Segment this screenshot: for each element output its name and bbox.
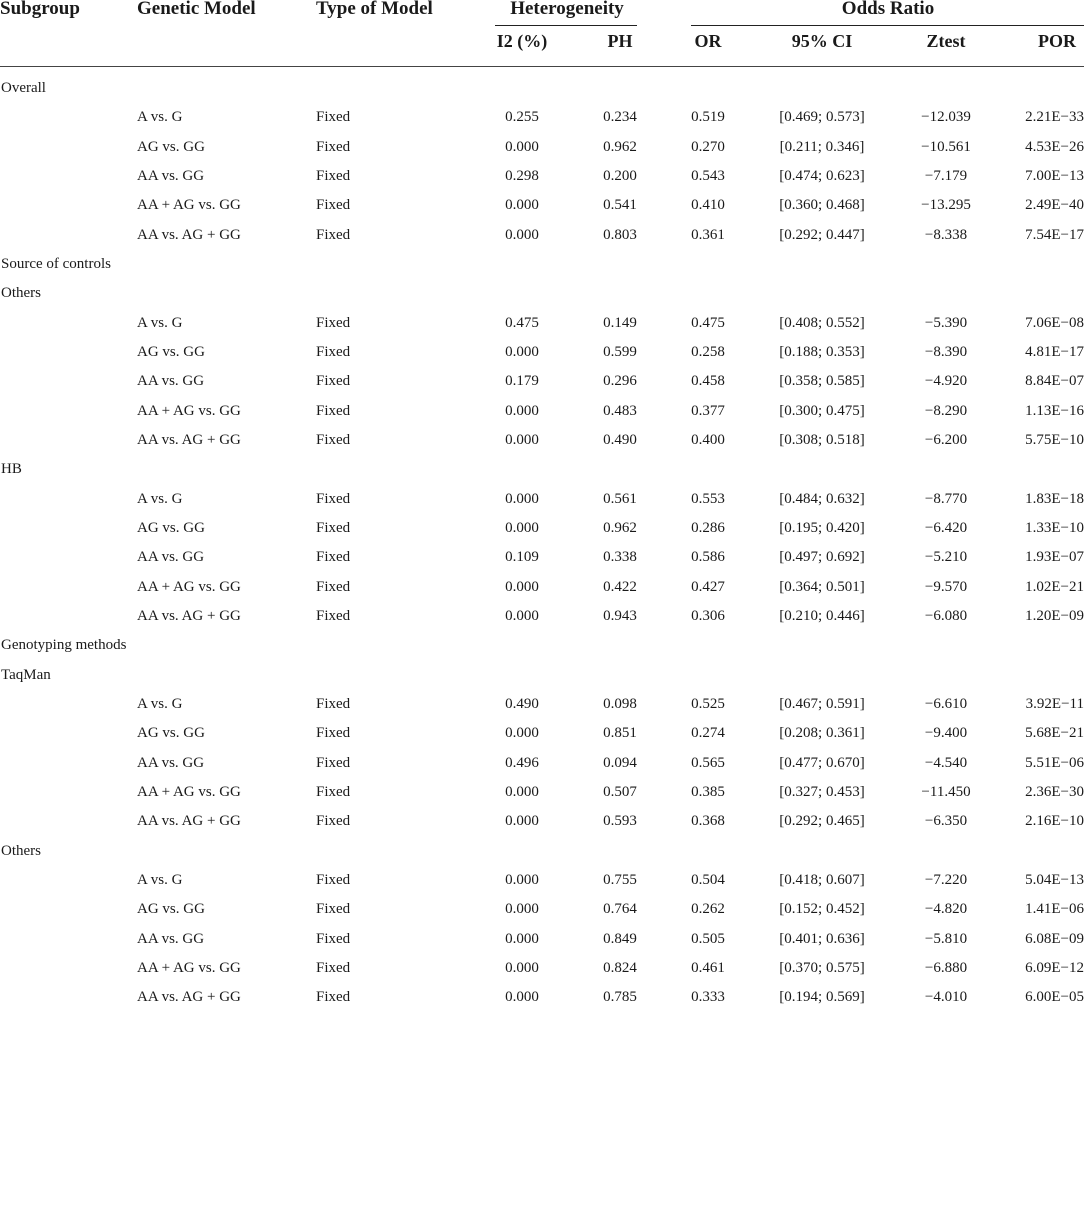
or-cell: 0.565: [691, 754, 725, 771]
i2-cell: 0.000: [505, 138, 539, 155]
model-type-cell: Fixed: [316, 901, 351, 918]
ph-cell: 0.764: [603, 901, 637, 918]
or-cell: 0.410: [691, 197, 725, 214]
ci-cell: [0.327; 0.453]: [779, 783, 865, 800]
genetic-model-cell: AG vs. GG: [137, 138, 205, 155]
ztest-cell: −6.610: [924, 695, 968, 712]
genetic-model-cell: AA vs. AG + GG: [137, 431, 241, 448]
por-cell: 7.06E−08: [1025, 314, 1084, 331]
por-cell: 2.49E−40: [1025, 197, 1084, 214]
ztest-cell: −7.179: [924, 167, 968, 184]
section-label: Overall: [1, 80, 46, 96]
ph-cell: 0.599: [603, 343, 637, 360]
section-label: Others: [1, 285, 41, 302]
ph-cell: 0.561: [603, 490, 637, 507]
table-row: [0, 309, 1084, 338]
table-row: [0, 719, 1084, 748]
genetic-model-cell: AG vs. GG: [137, 343, 205, 360]
section-row: [0, 455, 1084, 484]
header-ph: PH: [607, 31, 633, 51]
ztest-cell: −6.880: [924, 959, 968, 976]
por-cell: 1.83E−18: [1025, 490, 1084, 507]
i2-cell: 0.000: [505, 871, 539, 888]
model-type-cell: Fixed: [316, 549, 351, 566]
header-ci: 95% CI: [791, 31, 853, 51]
genetic-model-cell: AA vs. AG + GG: [137, 989, 241, 1006]
i2-cell: 0.000: [505, 226, 539, 243]
or-cell: 0.368: [691, 813, 725, 830]
ztest-cell: −4.540: [924, 754, 968, 771]
genetic-model-cell: AA vs. GG: [137, 930, 205, 947]
por-cell: 2.36E−30: [1025, 783, 1084, 800]
ci-cell: [0.210; 0.446]: [779, 607, 865, 624]
or-cell: 0.505: [691, 930, 725, 947]
i2-cell: 0.109: [505, 549, 539, 566]
header-heterogeneity: Heterogeneity: [510, 0, 624, 19]
or-cell: 0.377: [691, 402, 725, 419]
table-row: [0, 602, 1084, 631]
ztest-cell: −5.210: [924, 549, 968, 566]
i2-cell: 0.255: [505, 109, 539, 126]
genetic-model-cell: AA + AG vs. GG: [137, 197, 241, 214]
ztest-cell: −6.200: [924, 431, 968, 448]
por-cell: 1.93E−07: [1025, 549, 1084, 566]
model-type-cell: Fixed: [316, 725, 351, 742]
model-type-cell: Fixed: [316, 989, 351, 1006]
section-label: HB: [1, 461, 22, 478]
table-row: [0, 221, 1084, 250]
model-type-cell: Fixed: [316, 930, 351, 947]
table-row: [0, 573, 1084, 602]
ci-cell: [0.474; 0.623]: [779, 167, 865, 184]
ci-cell: [0.195; 0.420]: [779, 519, 865, 536]
i2-cell: 0.000: [505, 197, 539, 214]
or-cell: 0.475: [691, 314, 725, 331]
table-row: [0, 983, 1084, 1012]
or-cell: 0.258: [691, 343, 725, 360]
header-odds-ratio: Odds Ratio: [841, 0, 935, 19]
ci-cell: [0.300; 0.475]: [779, 402, 865, 419]
i2-cell: 0.000: [505, 607, 539, 624]
table-row: [0, 162, 1084, 191]
table-row: [0, 690, 1084, 719]
ci-cell: [0.401; 0.636]: [779, 930, 865, 947]
ci-cell: [0.152; 0.452]: [779, 901, 865, 918]
section-label: Genotyping methods: [1, 637, 127, 654]
or-cell: 0.270: [691, 138, 725, 155]
model-type-cell: Fixed: [316, 578, 351, 595]
header-por: POR: [1038, 31, 1076, 51]
ci-cell: [0.211; 0.346]: [779, 138, 865, 155]
genetic-model-cell: AA vs. AG + GG: [137, 607, 241, 624]
por-cell: 1.02E−21: [1025, 578, 1084, 595]
table-row: [0, 749, 1084, 778]
table-row: [0, 866, 1084, 895]
ztest-cell: −4.920: [924, 373, 968, 390]
ph-cell: 0.803: [603, 226, 637, 243]
ztest-cell: −9.400: [924, 725, 968, 742]
section-row: [0, 279, 1084, 308]
table-row: [0, 191, 1084, 220]
ci-cell: [0.364; 0.501]: [779, 578, 865, 595]
i2-cell: 0.000: [505, 930, 539, 947]
genetic-model-cell: AA vs. GG: [137, 754, 205, 771]
ci-cell: [0.484; 0.632]: [779, 490, 865, 507]
table-row: [0, 133, 1084, 162]
model-type-cell: Fixed: [316, 490, 351, 507]
ci-cell: [0.194; 0.569]: [779, 989, 865, 1006]
ph-cell: 0.851: [603, 725, 637, 742]
ph-cell: 0.200: [603, 167, 637, 184]
model-type-cell: Fixed: [316, 783, 351, 800]
por-cell: 5.04E−13: [1025, 871, 1084, 888]
section-row: [0, 837, 1084, 866]
i2-cell: 0.475: [505, 314, 539, 331]
table-row: [0, 426, 1084, 455]
header-genetic-model: Genetic Model: [137, 0, 256, 19]
or-cell: 0.361: [691, 226, 725, 243]
or-cell: 0.525: [691, 695, 725, 712]
model-type-cell: Fixed: [316, 959, 351, 976]
model-type-cell: Fixed: [316, 167, 351, 184]
ztest-cell: −6.350: [924, 813, 968, 830]
ci-cell: [0.208; 0.361]: [779, 725, 865, 742]
ph-cell: 0.149: [603, 314, 637, 331]
ci-cell: [0.469; 0.573]: [779, 109, 865, 126]
por-cell: 1.33E−10: [1025, 519, 1084, 536]
ph-cell: 0.338: [603, 549, 637, 566]
or-cell: 0.504: [691, 871, 725, 888]
ztest-cell: −6.080: [924, 607, 968, 624]
ztest-cell: −7.220: [924, 871, 968, 888]
ci-cell: [0.408; 0.552]: [779, 314, 865, 331]
model-type-cell: Fixed: [316, 197, 351, 214]
por-cell: 7.54E−17: [1025, 226, 1084, 243]
ci-cell: [0.370; 0.575]: [779, 959, 865, 976]
genetic-model-cell: A vs. G: [137, 695, 183, 712]
genetic-model-cell: AA + AG vs. GG: [137, 783, 241, 800]
i2-cell: 0.000: [505, 989, 539, 1006]
por-cell: 6.09E−12: [1025, 959, 1084, 976]
model-type-cell: Fixed: [316, 226, 351, 243]
model-type-cell: Fixed: [316, 402, 351, 419]
or-cell: 0.553: [691, 490, 725, 507]
por-cell: 8.84E−07: [1025, 373, 1084, 390]
model-type-cell: Fixed: [316, 754, 351, 771]
or-cell: 0.427: [691, 578, 725, 595]
section-label: TaqMan: [1, 666, 51, 683]
ph-cell: 0.962: [603, 519, 637, 536]
genetic-model-cell: AG vs. GG: [137, 725, 205, 742]
or-cell: 0.458: [691, 373, 725, 390]
header-subgroup: Subgroup: [0, 0, 80, 19]
genetic-model-cell: AA vs. AG + GG: [137, 813, 241, 830]
i2-cell: 0.179: [505, 373, 539, 390]
i2-cell: 0.298: [505, 167, 539, 184]
ztest-cell: −8.290: [924, 402, 968, 419]
or-cell: 0.333: [691, 989, 725, 1006]
ztest-cell: −6.420: [924, 519, 968, 536]
genetic-model-cell: A vs. G: [137, 871, 183, 888]
model-type-cell: Fixed: [316, 314, 351, 331]
model-type-cell: Fixed: [316, 431, 351, 448]
odds-ratio-rule: [691, 25, 1084, 26]
table-row: [0, 485, 1084, 514]
table-row: [0, 954, 1084, 983]
por-cell: 2.21E−33: [1025, 109, 1084, 126]
ph-cell: 0.094: [603, 754, 637, 771]
table-row: [0, 367, 1084, 396]
header-type-of-model: Type of Model: [316, 0, 433, 19]
ph-cell: 0.483: [603, 402, 637, 419]
ci-cell: [0.292; 0.447]: [779, 226, 865, 243]
por-cell: 1.13E−16: [1025, 402, 1084, 419]
table-row: [0, 338, 1084, 367]
por-cell: 7.00E−13: [1025, 167, 1084, 184]
ztest-cell: −9.570: [924, 578, 968, 595]
section-label: Source of controls: [1, 255, 111, 272]
ztest-cell: −13.295: [921, 197, 971, 214]
table-row: [0, 778, 1084, 807]
ph-cell: 0.962: [603, 138, 637, 155]
por-cell: 5.68E−21: [1025, 725, 1084, 742]
ph-cell: 0.541: [603, 197, 637, 214]
por-cell: 5.75E−10: [1025, 431, 1084, 448]
section-row: [0, 74, 1084, 103]
table-row: [0, 103, 1084, 132]
genetic-model-cell: A vs. G: [137, 490, 183, 507]
i2-cell: 0.000: [505, 959, 539, 976]
genetic-model-cell: A vs. G: [137, 314, 183, 331]
or-cell: 0.274: [691, 725, 725, 742]
header-ztest: Ztest: [926, 31, 966, 51]
por-cell: 6.08E−09: [1025, 930, 1084, 947]
ci-cell: [0.188; 0.353]: [779, 343, 865, 360]
por-cell: 1.20E−09: [1025, 607, 1084, 624]
header-i2: I2 (%): [496, 31, 548, 51]
model-type-cell: Fixed: [316, 373, 351, 390]
ph-cell: 0.490: [603, 431, 637, 448]
ztest-cell: −5.390: [924, 314, 968, 331]
ztest-cell: −8.770: [924, 490, 968, 507]
i2-cell: 0.000: [505, 783, 539, 800]
ztest-cell: −10.561: [921, 138, 971, 155]
ztest-cell: −4.820: [924, 901, 968, 918]
table-header: [0, 0, 1084, 67]
model-type-cell: Fixed: [316, 871, 351, 888]
i2-cell: 0.000: [505, 725, 539, 742]
ci-cell: [0.360; 0.468]: [779, 197, 865, 214]
section-row: [0, 631, 1084, 660]
ci-cell: [0.418; 0.607]: [779, 871, 865, 888]
ph-cell: 0.234: [603, 109, 637, 126]
ztest-cell: −5.810: [924, 930, 968, 947]
table-row: [0, 397, 1084, 426]
i2-cell: 0.000: [505, 490, 539, 507]
ph-cell: 0.943: [603, 607, 637, 624]
section-row: [0, 661, 1084, 690]
ztest-cell: −8.390: [924, 343, 968, 360]
i2-cell: 0.496: [505, 754, 539, 771]
ci-cell: [0.308; 0.518]: [779, 431, 865, 448]
or-cell: 0.385: [691, 783, 725, 800]
genetic-model-cell: AA vs. AG + GG: [137, 226, 241, 243]
header-or: OR: [694, 31, 722, 51]
por-cell: 6.00E−05: [1025, 989, 1084, 1006]
i2-cell: 0.000: [505, 578, 539, 595]
genetic-model-cell: AA + AG vs. GG: [137, 402, 241, 419]
model-type-cell: Fixed: [316, 695, 351, 712]
ph-cell: 0.785: [603, 989, 637, 1006]
or-cell: 0.306: [691, 607, 725, 624]
ph-cell: 0.755: [603, 871, 637, 888]
genetic-model-cell: AA + AG vs. GG: [137, 959, 241, 976]
table-body: [0, 67, 1084, 1013]
por-cell: 5.51E−06: [1025, 754, 1084, 771]
table-row: [0, 895, 1084, 924]
ztest-cell: −11.450: [921, 783, 971, 800]
table-row: [0, 543, 1084, 572]
model-type-cell: Fixed: [316, 607, 351, 624]
or-cell: 0.461: [691, 959, 725, 976]
genetic-model-cell: AG vs. GG: [137, 519, 205, 536]
genetic-model-cell: A vs. G: [137, 109, 183, 126]
ci-cell: [0.477; 0.670]: [779, 754, 865, 771]
heterogeneity-rule: [495, 25, 637, 26]
ph-cell: 0.507: [603, 783, 637, 800]
genetic-model-cell: AA vs. GG: [137, 167, 205, 184]
section-row: [0, 250, 1084, 279]
i2-cell: 0.000: [505, 901, 539, 918]
or-cell: 0.400: [691, 431, 725, 448]
or-cell: 0.519: [691, 109, 725, 126]
section-label: Others: [1, 842, 41, 859]
table-row: [0, 807, 1084, 836]
table-row: [0, 925, 1084, 954]
por-cell: 3.92E−11: [1025, 695, 1084, 712]
por-cell: 4.53E−26: [1025, 138, 1084, 155]
i2-cell: 0.000: [505, 519, 539, 536]
table-row: [0, 514, 1084, 543]
ci-cell: [0.358; 0.585]: [779, 373, 865, 390]
genetic-model-cell: AA + AG vs. GG: [137, 578, 241, 595]
genetic-model-cell: AG vs. GG: [137, 901, 205, 918]
ci-cell: [0.467; 0.591]: [779, 695, 865, 712]
genetic-model-cell: AA vs. GG: [137, 549, 205, 566]
genetic-model-cell: AA vs. GG: [137, 373, 205, 390]
model-type-cell: Fixed: [316, 109, 351, 126]
or-cell: 0.543: [691, 167, 725, 184]
ph-cell: 0.098: [603, 695, 637, 712]
ph-cell: 0.296: [603, 373, 637, 390]
model-type-cell: Fixed: [316, 343, 351, 360]
or-cell: 0.262: [691, 901, 725, 918]
ztest-cell: −4.010: [924, 989, 968, 1006]
i2-cell: 0.000: [505, 343, 539, 360]
or-cell: 0.586: [691, 549, 725, 566]
or-cell: 0.286: [691, 519, 725, 536]
i2-cell: 0.000: [505, 402, 539, 419]
por-cell: 4.81E−17: [1025, 343, 1084, 360]
ztest-cell: −12.039: [921, 109, 971, 126]
por-cell: 1.41E−06: [1025, 901, 1084, 918]
i2-cell: 0.490: [505, 695, 539, 712]
ci-cell: [0.292; 0.465]: [779, 813, 865, 830]
ph-cell: 0.422: [603, 578, 637, 595]
i2-cell: 0.000: [505, 813, 539, 830]
model-type-cell: Fixed: [316, 138, 351, 155]
por-cell: 2.16E−10: [1025, 813, 1084, 830]
ph-cell: 0.593: [603, 813, 637, 830]
model-type-cell: Fixed: [316, 813, 351, 830]
model-type-cell: Fixed: [316, 519, 351, 536]
ph-cell: 0.849: [603, 930, 637, 947]
i2-cell: 0.000: [505, 431, 539, 448]
ci-cell: [0.497; 0.692]: [779, 549, 865, 566]
ztest-cell: −8.338: [924, 226, 968, 243]
ph-cell: 0.824: [603, 959, 637, 976]
